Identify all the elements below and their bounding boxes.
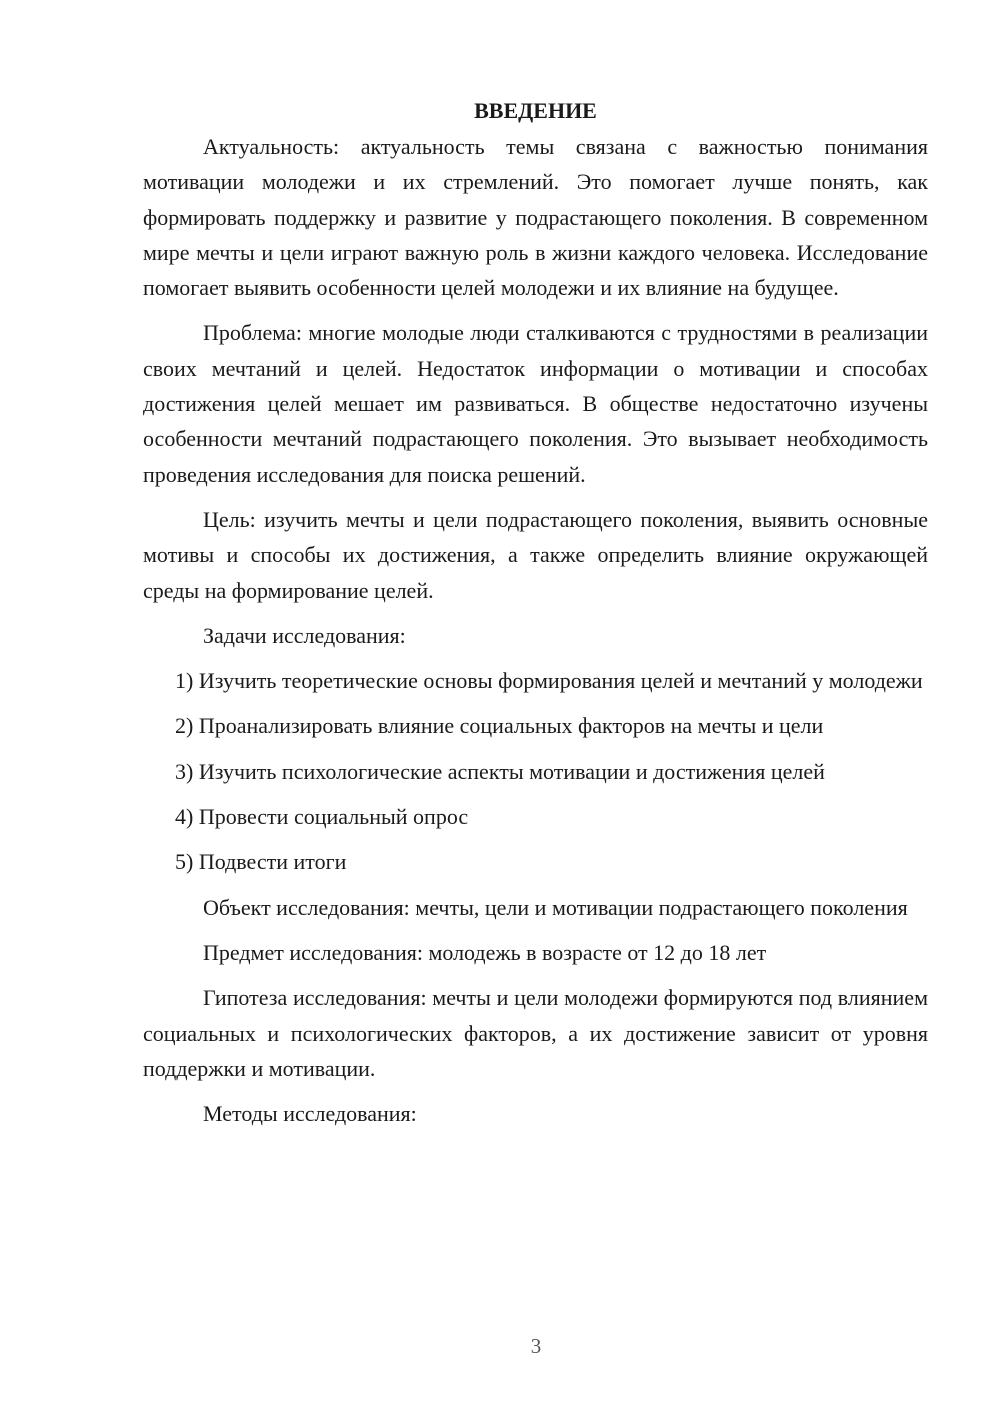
relevance-paragraph: Актуальность: актуальность темы связана с важностью понимания мотивации молодежи и их стремлений. Это помогает лучше понять, как формировать поддержку и развитие у подрастающего поколения. В современном мире мечты и цели играют важную роль в жизни каждого человека. Исследование помогает выявить особенности целей молодежи и их влияние на будущее. xyxy=(143,134,928,301)
task-item-3: 3) Изучить психологические аспекты мотивации и достижения целей xyxy=(175,758,825,784)
task-item-2: 2) Проанализировать влияние социальных факторов на мечты и цели xyxy=(175,713,824,739)
goal-paragraph: Цель: изучить мечты и цели подрастающего поколения, выявить основные мотивы и способы их достижения, а также определить влияние окружающей среды на формирование целей. xyxy=(143,506,928,603)
tasks-list xyxy=(143,663,928,879)
hypothesis-paragraph: Гипотеза исследования: мечты и цели молодежи формируются под влиянием социальных и психологических факторов, а их достижение зависит от уровня поддержки и мотивации. xyxy=(143,985,928,1081)
page-content xyxy=(143,93,928,1141)
subject-paragraph: Предмет исследования: молодежь в возрасте от 12 до 18 лет xyxy=(203,939,767,965)
section-title: ВВЕДЕНИЕ xyxy=(474,98,597,123)
object-paragraph: Объект исследования: мечты, цели и мотивации подрастающего поколения xyxy=(203,894,908,920)
task-item-1: 1) Изучить теоретические основы формирования целей и мечтаний у молодежи xyxy=(175,668,923,694)
problem-paragraph: Проблема: многие молодые люди сталкиваются с трудностями в реализации своих мечтаний и целей. Недостаток информации о мотивации и способах достижения целей мешает им развиваться. В обществе недостаточно изучены особенности мечтаний подрастающего поколения. Это вызывает необходимость проведения исследования для поиска решений. xyxy=(143,320,928,487)
tasks-heading: Задачи исследования: xyxy=(203,622,406,648)
task-item-4: 4) Провести социальный опрос xyxy=(175,804,469,830)
page-number: 3 xyxy=(530,1334,542,1358)
methods-heading: Методы исследования: xyxy=(203,1101,417,1127)
task-item-5: 5) Подвести итоги xyxy=(175,849,347,875)
